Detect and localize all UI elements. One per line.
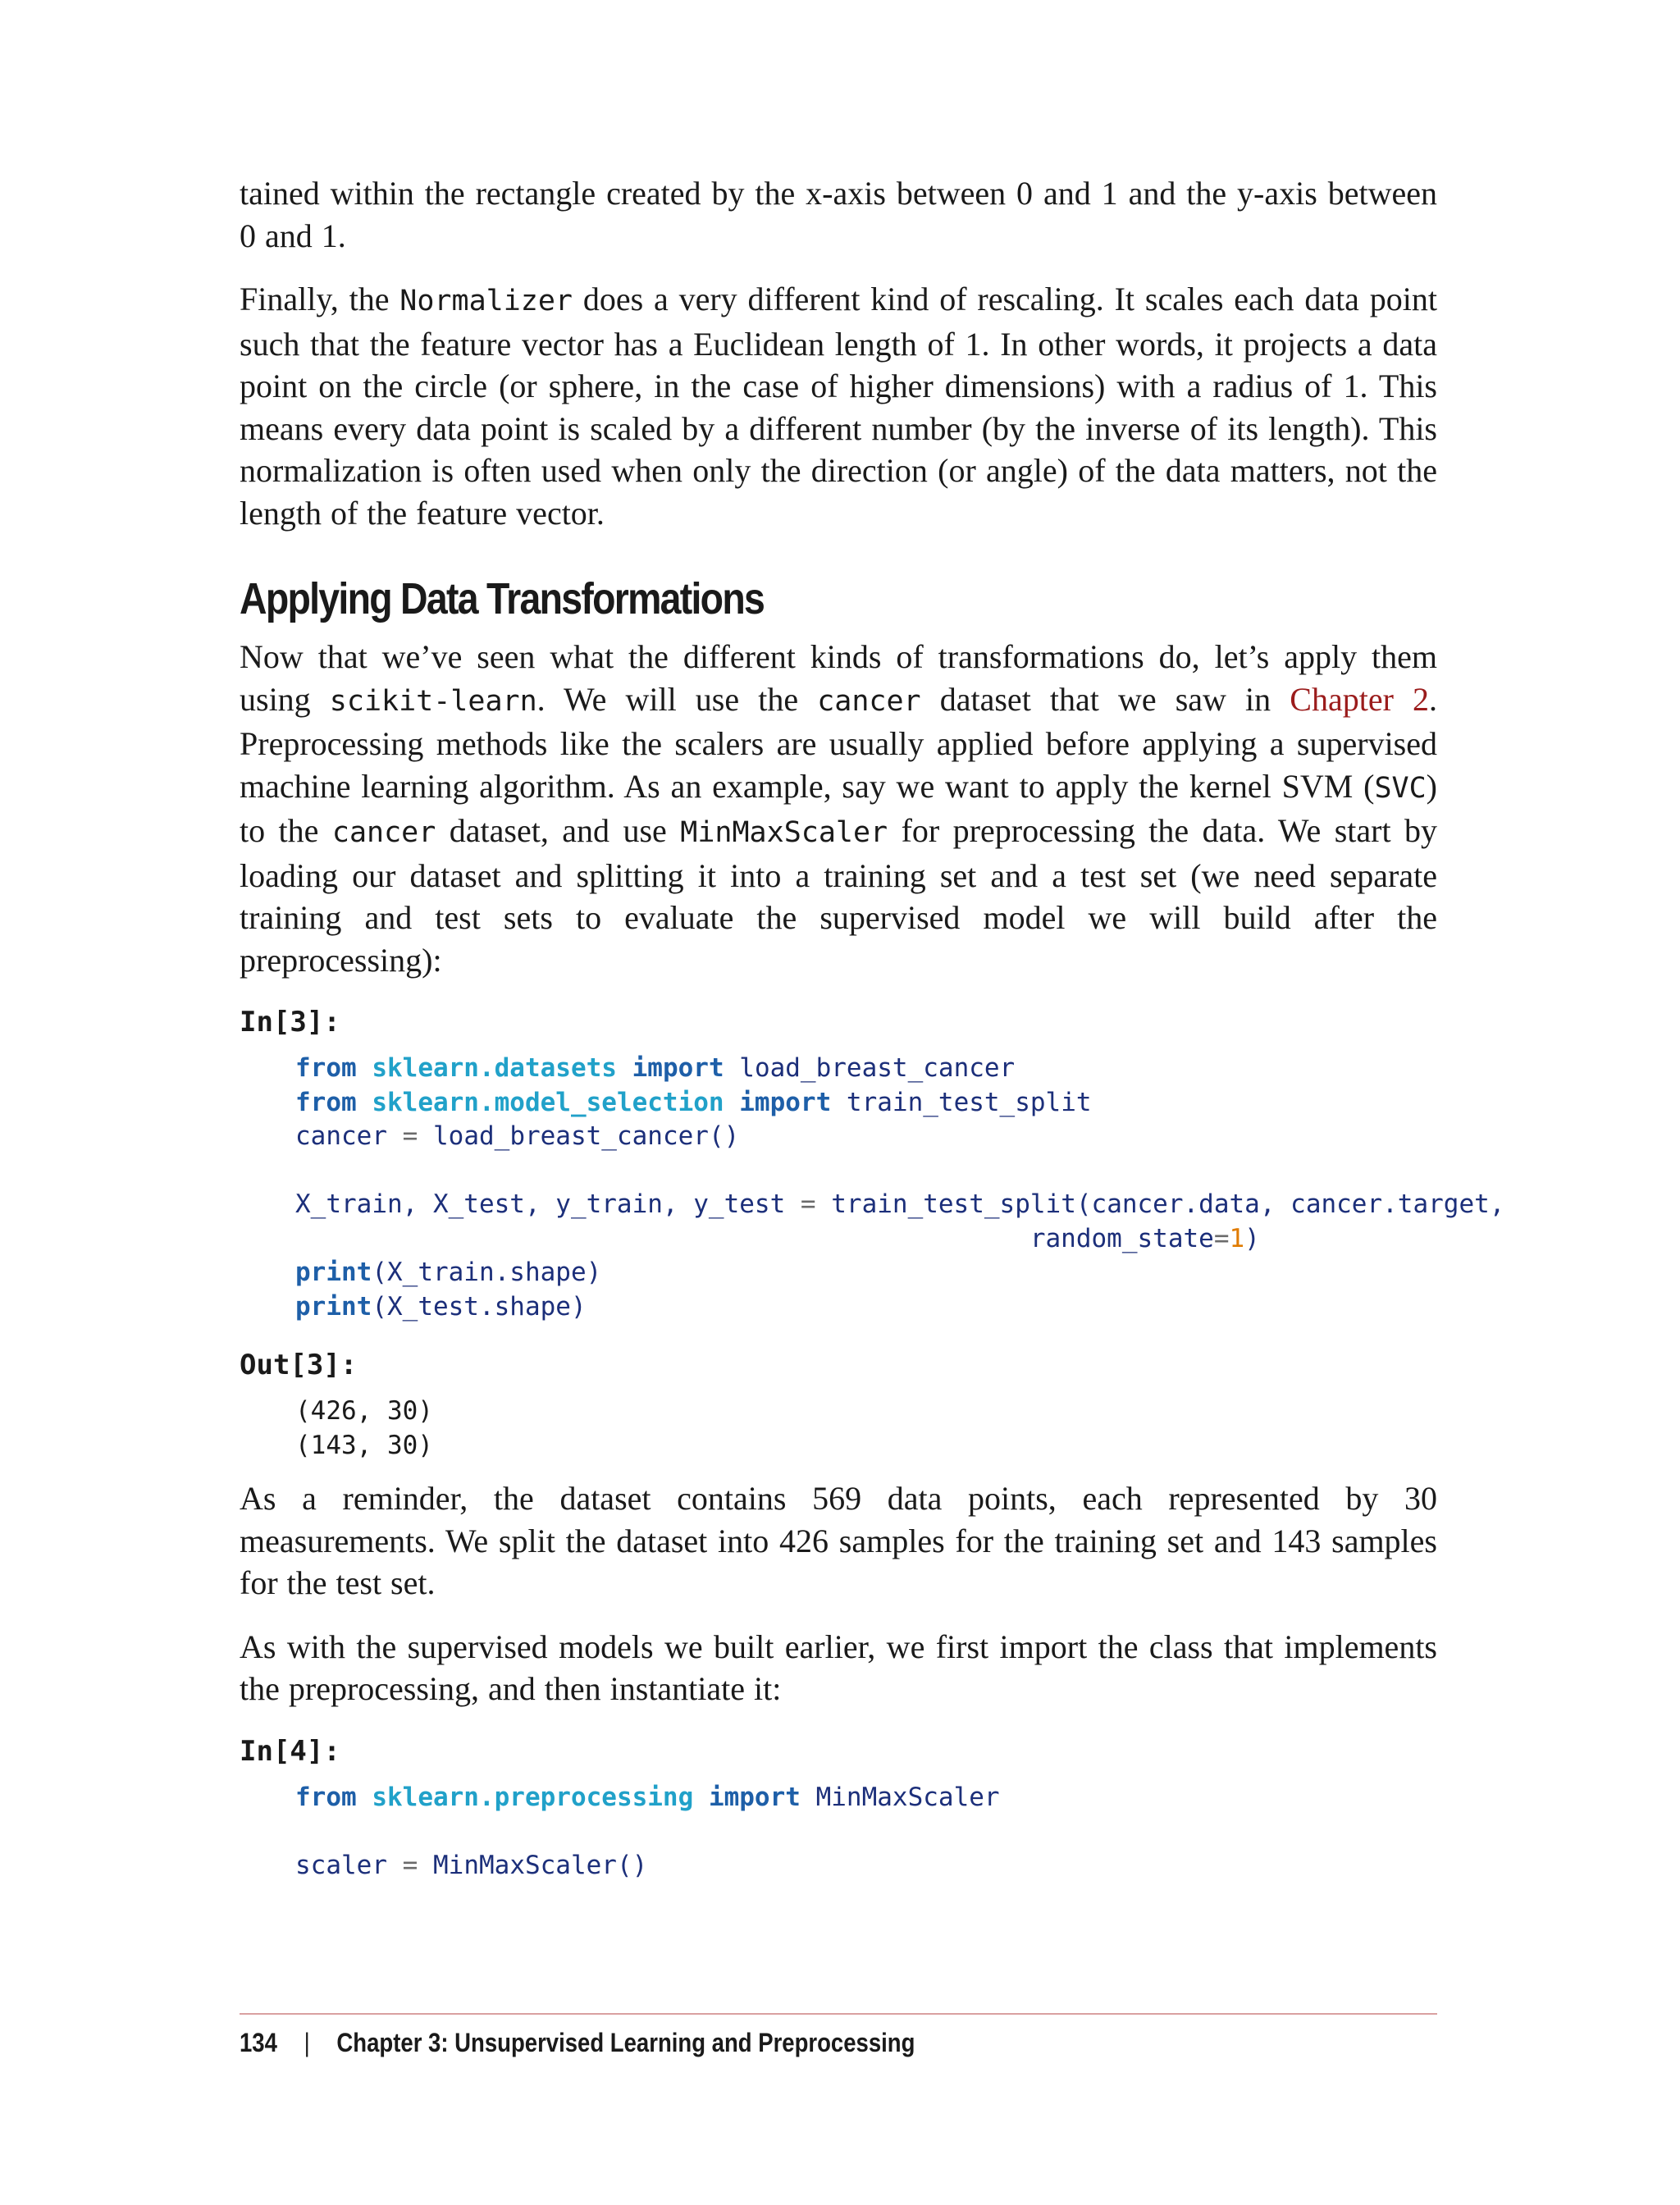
variable: scaler [295,1850,387,1880]
code-block-in3 [295,1052,1505,1324]
inline-code-cancer: cancer [331,816,436,849]
paragraph-continued: tained within the rectangle created by the x-axis between 0 and 1 and the y-axis between 0 and 1. [240,175,1437,254]
operator: = [1213,1223,1230,1253]
code-block-in4 [295,1781,1437,1883]
page-number: 134 [240,2028,277,2057]
paragraph-normalizer [240,278,1437,534]
chapter-title: Chapter 3: Unsupervised Learning and Preprocessing [336,2028,915,2057]
keyword: import [708,1782,801,1812]
keyword: import [632,1053,724,1083]
text-run: . Preprocessing methods like the scalers are usually applied before applying a supervised machine learning algorithm. As an example, say we want to apply the kernel SVM ( [240,680,1438,805]
output-line: (143, 30) [295,1430,433,1460]
call-expression: load_breast_cancer() [433,1121,740,1151]
inline-code-normalizer: Normalizer [399,285,573,317]
footer-separator: | [304,2028,310,2057]
keyword-argument: random_state [1029,1223,1214,1253]
page-content [240,172,1505,1897]
module-name: sklearn.datasets [372,1053,617,1083]
paragraph-applying [240,636,1437,981]
module-name: sklearn.model_selection [372,1087,724,1117]
output-block-3 [295,1395,1437,1463]
operator: = [402,1850,418,1880]
module-name: sklearn.preprocessing [372,1782,694,1812]
call-args: (X_test.shape) [372,1291,587,1322]
call-expression: MinMaxScaler() [433,1850,648,1880]
chapter-2-link[interactable]: Chapter 2 [1290,680,1430,718]
imported-name: train_test_split [846,1087,1092,1117]
call-args: (X_train.shape) [372,1258,602,1287]
builtin-print: print [295,1258,372,1287]
footer-line [240,2028,1270,2058]
variable: cancer [295,1121,387,1151]
input-prompt-3: In[3]: [240,1006,340,1039]
inline-code-scikit-learn: scikit-learn [329,684,537,718]
imported-name: load_breast_cancer [739,1053,1016,1083]
number-literal: 1 [1229,1223,1245,1253]
inline-code-minmaxscaler: MinMaxScaler [680,816,888,849]
imported-name: MinMaxScaler [815,1782,1000,1812]
page-footer [240,2013,1437,2058]
paragraph-reminder: As a reminder, the dataset contains 569 data points, each represented by 30 measurements. We split the dataset into 426 samples for the training set and 143 samples for the test set. [240,1480,1437,1601]
operator: = [800,1189,816,1219]
keyword: from [295,1053,357,1083]
inline-code-svc: SVC [1374,771,1427,805]
output-prompt-3: Out[3]: [240,1349,358,1381]
text-run: for preprocessing the data. We start by loading our dataset and splitting it into a training set and a test set (we need separate training and test sets to evaluate the supervised model we will build after the preprocessing): [240,812,1438,979]
variables: X_train, X_test, y_train, y_test [295,1189,786,1219]
keyword: from [295,1782,357,1812]
text-run: dataset, and use [436,812,681,849]
text-run: Now that we’ve seen what the different kinds of transformations do, let’s apply them using [240,638,1437,718]
operator: = [402,1121,418,1151]
text-run: Finally, the [240,281,400,317]
section-heading: Applying Data Transformations [240,574,765,623]
keyword: import [739,1087,832,1117]
text-run: . We will use the [536,680,818,718]
builtin-print: print [295,1291,372,1322]
inline-code-cancer: cancer [817,684,921,718]
paragraph-import-class: As with the supervised models we built earlier, we first import the class that implements the preprocessing, and then instantiate it: [240,1628,1437,1707]
paren: ) [1244,1223,1260,1253]
call-expression: train_test_split(cancer.data, cancer.target, [831,1189,1505,1219]
text-run: does a very different kind of rescaling. It scales each data point such that the feature vector has a Euclidean length of 1. In other words, it projects a data point on the circle (or sphere, in the case of higher dimensions) with a radius of 1. This means every data point is scaled by a different number (by the inverse of its length). This normalization is often used when only the direction (or angle) of the data matters, not the length of the feature vector. [240,281,1437,532]
text-run: dataset that we saw in [920,680,1290,718]
text-run: ) to the [240,767,1437,849]
output-line: (426, 30) [295,1396,433,1426]
keyword: from [295,1087,357,1117]
input-prompt-4: In[4]: [240,1734,340,1768]
